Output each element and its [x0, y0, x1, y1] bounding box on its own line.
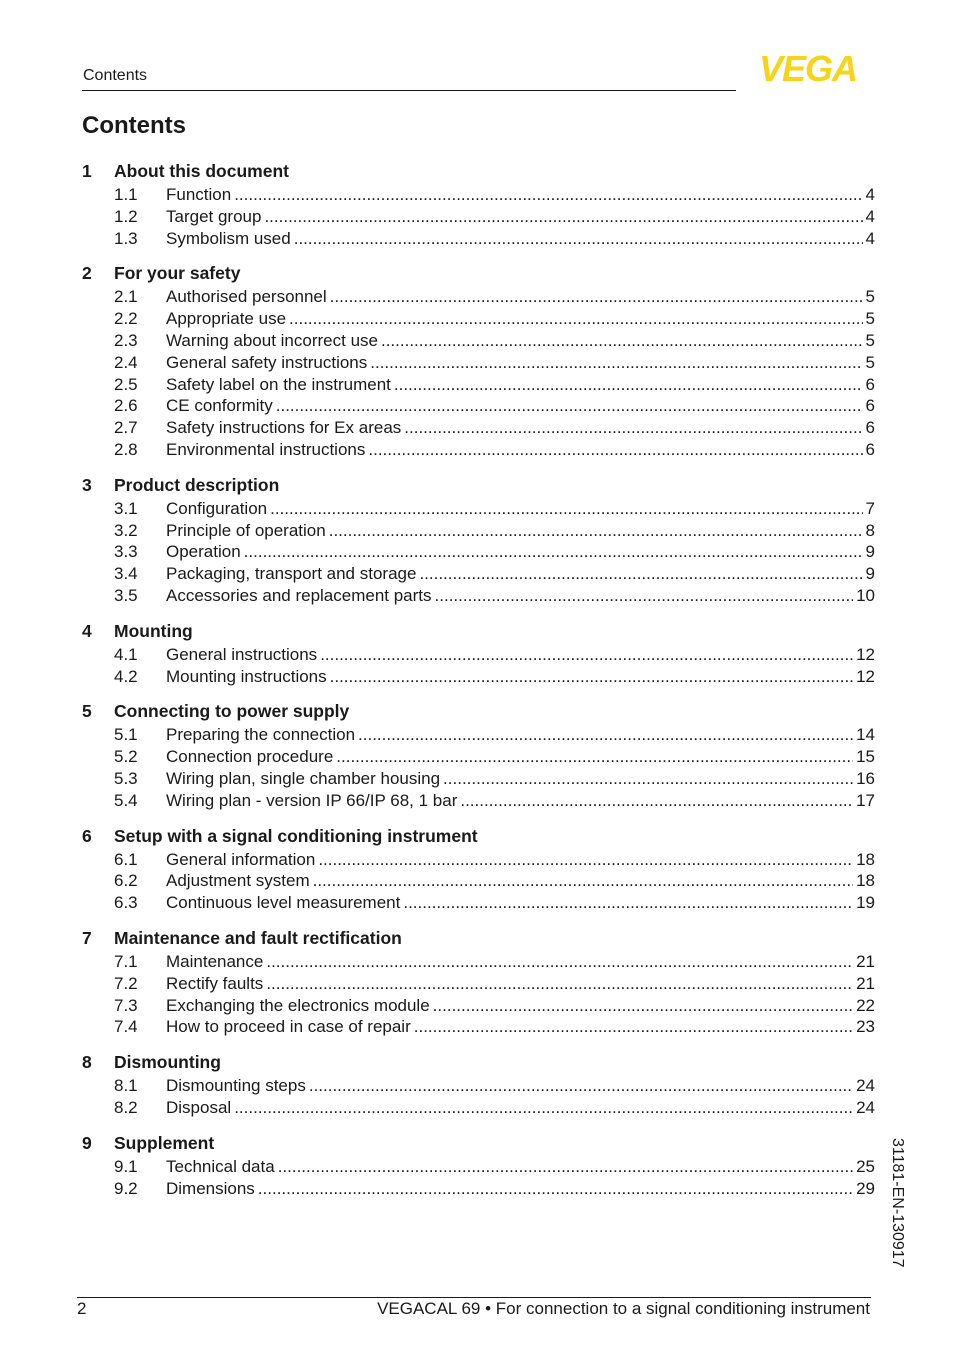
entry-page-number: 23 [856, 1017, 875, 1037]
dot-leader [244, 541, 863, 563]
entry-number: 7.4 [114, 1017, 138, 1037]
entry-page-number: 4 [865, 185, 875, 204]
entry-page-number: 6 [865, 418, 875, 438]
toc-section-heading[interactable] [82, 620, 875, 642]
dot-leader [370, 352, 862, 374]
vega-logo [742, 52, 874, 84]
dot-leader [266, 973, 853, 995]
section-title: Connecting to power supply [114, 701, 350, 722]
entry-number: 2.2 [114, 309, 138, 329]
entry-page-number: 5 [865, 330, 875, 350]
section-title: Setup with a signal conditioning instrument [114, 825, 478, 846]
section-number: 7 [82, 927, 92, 948]
dot-leader [435, 585, 854, 607]
toc-entry[interactable] [82, 892, 875, 914]
section-number: 1 [82, 161, 92, 181]
entry-number: 8.1 [114, 1076, 138, 1096]
entry-page-number: 4 [865, 228, 875, 248]
entry-number: 7.3 [114, 995, 138, 1015]
toc-entry[interactable] [82, 951, 875, 973]
entry-page-number: 6 [865, 374, 875, 394]
entry-title: Function [166, 185, 232, 204]
entry-page-number: 5 [865, 287, 875, 307]
section-number: 8 [82, 1052, 92, 1073]
dot-leader [433, 995, 853, 1017]
entry-title: Principle of operation [166, 520, 326, 540]
entry-number: 8.2 [114, 1097, 138, 1117]
running-header: Contents [83, 67, 148, 84]
toc-section [82, 700, 875, 811]
entry-title: Continuous level measurement [166, 893, 401, 913]
entry-page-number: 5 [865, 309, 875, 329]
entry-page-number: 9 [865, 542, 875, 562]
toc-entry[interactable] [82, 352, 875, 374]
toc-entry[interactable] [82, 1156, 875, 1178]
section-title: About this document [114, 161, 289, 181]
section-number: 5 [82, 701, 92, 722]
entry-title: Environmental instructions [166, 439, 366, 459]
document-code: 31181-EN-130917 [889, 1138, 906, 1268]
toc-entry[interactable] [82, 790, 875, 812]
toc-entry[interactable] [82, 1016, 875, 1038]
entry-title: Symbolism used [166, 228, 291, 248]
entry-title: General information [166, 849, 316, 869]
entry-number: 2.4 [114, 352, 138, 372]
entry-page-number: 10 [856, 585, 875, 605]
entry-number: 1.3 [114, 228, 138, 248]
entry-title: General safety instructions [166, 352, 368, 372]
entry-title: Rectify faults [166, 973, 264, 993]
entry-page-number: 5 [865, 352, 875, 372]
dot-leader [394, 374, 863, 396]
entry-number: 3.3 [114, 542, 138, 562]
toc-entry[interactable] [82, 849, 875, 871]
entry-number: 3.1 [114, 498, 138, 518]
entry-page-number: 22 [856, 995, 875, 1015]
entry-page-number: 21 [856, 951, 875, 971]
entry-page-number: 12 [856, 666, 875, 686]
toc-entry[interactable] [82, 520, 875, 542]
entry-number: 1.1 [114, 185, 138, 204]
entry-number: 3.4 [114, 564, 138, 584]
toc-entry[interactable] [82, 1097, 875, 1119]
entry-number: 6.3 [114, 893, 138, 913]
entry-title: Target group [166, 206, 262, 226]
toc-entry[interactable] [82, 330, 875, 352]
section-number: 9 [82, 1132, 92, 1153]
toc-entry[interactable] [82, 1178, 875, 1200]
dot-leader [309, 1075, 853, 1097]
entry-title: Wiring plan - version IP 66/IP 68, 1 bar [166, 790, 458, 810]
table-of-contents [82, 160, 875, 1212]
entry-page-number: 24 [856, 1076, 875, 1096]
entry-title: Dimensions [166, 1178, 255, 1198]
dot-leader [404, 417, 862, 439]
entry-number: 9.2 [114, 1178, 138, 1198]
entry-number: 2.3 [114, 330, 138, 350]
section-title: Maintenance and fault rectification [114, 927, 402, 948]
entry-title: Configuration [166, 498, 268, 518]
toc-entry[interactable] [82, 585, 875, 607]
entry-title: Adjustment system [166, 871, 310, 891]
entry-number: 2.1 [114, 287, 138, 307]
dot-leader [276, 395, 863, 417]
toc-section-heading[interactable] [82, 474, 875, 496]
entry-page-number: 15 [856, 747, 875, 767]
dot-leader [266, 951, 853, 973]
dot-leader [414, 1016, 853, 1038]
entry-number: 5.2 [114, 747, 138, 767]
entry-title: Warning about incorrect use [166, 330, 378, 350]
entry-page-number: 7 [865, 498, 875, 518]
entry-page-number: 9 [865, 564, 875, 584]
section-title: Mounting [114, 620, 193, 641]
entry-page-number: 25 [856, 1156, 875, 1176]
entry-page-number: 8 [865, 520, 875, 540]
toc-entry[interactable] [82, 228, 875, 250]
entry-page-number: 18 [856, 849, 875, 869]
entry-number: 6.1 [114, 849, 138, 869]
footer-rule [77, 1297, 871, 1298]
toc-section-heading[interactable] [82, 1051, 875, 1073]
entry-title: Packaging, transport and storage [166, 564, 417, 584]
toc-section [82, 262, 875, 460]
entry-number: 7.1 [114, 951, 138, 971]
dot-leader [368, 439, 862, 461]
toc-entry[interactable] [82, 563, 875, 585]
toc-section-heading[interactable] [82, 700, 875, 722]
section-number: 6 [82, 825, 92, 846]
toc-section [82, 1132, 875, 1200]
toc-entry[interactable] [82, 184, 875, 206]
toc-section-heading[interactable] [82, 1132, 875, 1154]
entry-number: 6.2 [114, 871, 138, 891]
toc-section-heading[interactable] [82, 825, 875, 847]
dot-leader [258, 1178, 853, 1200]
entry-title: How to proceed in case of repair [166, 1017, 411, 1037]
toc-entry[interactable] [82, 1075, 875, 1097]
entry-title: Authorised personnel [166, 287, 327, 307]
entry-number: 4.2 [114, 666, 138, 686]
toc-entry[interactable] [82, 439, 875, 461]
entry-page-number: 24 [856, 1097, 875, 1117]
entry-page-number: 21 [856, 973, 875, 993]
entry-title: General instructions [166, 644, 318, 664]
toc-entry[interactable] [82, 870, 875, 892]
entry-page-number: 12 [856, 644, 875, 664]
dot-leader [419, 563, 862, 585]
entry-title: Technical data [166, 1156, 275, 1176]
entry-number: 4.1 [114, 644, 138, 664]
toc-entry[interactable] [82, 541, 875, 563]
dot-leader [313, 870, 853, 892]
entry-title: Dismounting steps [166, 1076, 306, 1096]
entry-title: Preparing the connection [166, 725, 356, 745]
entry-page-number: 18 [856, 871, 875, 891]
dot-leader [460, 790, 853, 812]
toc-entry[interactable] [82, 395, 875, 417]
dot-leader [318, 849, 853, 871]
dot-leader [403, 892, 853, 914]
section-title: Product description [114, 474, 280, 495]
entry-page-number: 16 [856, 768, 875, 788]
footer-document-title: VEGACAL 69 • For connection to a signal conditioning instrument [377, 1299, 870, 1318]
section-number: 4 [82, 620, 92, 641]
section-number: 2 [82, 263, 92, 284]
dot-leader [358, 724, 853, 746]
entry-number: 2.8 [114, 439, 138, 459]
entry-page-number: 6 [865, 396, 875, 416]
dot-leader [329, 520, 863, 542]
section-number: 3 [82, 474, 92, 495]
toc-entry[interactable] [82, 644, 875, 666]
dot-leader [289, 308, 863, 330]
entry-page-number: 4 [865, 206, 875, 226]
entry-title: Mounting instructions [166, 666, 327, 686]
entry-number: 2.7 [114, 418, 138, 438]
section-title: Supplement [114, 1132, 215, 1153]
entry-title: Exchanging the electronics module [166, 995, 430, 1015]
entry-number: 3.2 [114, 520, 138, 540]
entry-page-number: 19 [856, 893, 875, 913]
toc-entry[interactable] [82, 768, 875, 790]
toc-section [82, 927, 875, 1038]
toc-entry[interactable] [82, 746, 875, 768]
toc-entry[interactable] [82, 724, 875, 746]
section-title: For your safety [114, 263, 241, 284]
entry-number: 2.6 [114, 396, 138, 416]
dot-leader [264, 206, 862, 228]
toc-section [82, 825, 875, 914]
dot-leader [443, 768, 853, 790]
toc-section [82, 1051, 875, 1119]
dot-leader [336, 746, 853, 768]
toc-section-heading[interactable] [82, 262, 875, 284]
entry-number: 5.4 [114, 790, 138, 810]
entry-number: 7.2 [114, 973, 138, 993]
toc-entry[interactable] [82, 206, 875, 228]
entry-title: Wiring plan, single chamber housing [166, 768, 441, 788]
toc-section [82, 160, 875, 249]
toc-entry[interactable] [82, 498, 875, 520]
dot-leader [270, 498, 862, 520]
toc-entry[interactable] [82, 666, 875, 688]
dot-leader [320, 644, 853, 666]
entry-title: Accessories and replacement parts [166, 585, 432, 605]
section-title: Dismounting [114, 1052, 221, 1073]
toc-section-heading[interactable] [82, 160, 875, 182]
dot-leader [330, 286, 863, 308]
page-title: Contents [82, 112, 186, 139]
toc-section [82, 474, 875, 607]
entry-number: 1.2 [114, 206, 138, 226]
entry-page-number: 14 [856, 725, 875, 745]
toc-entry[interactable] [82, 374, 875, 396]
toc-entry[interactable] [82, 286, 875, 308]
entry-title: Safety label on the instrument [166, 374, 391, 394]
dot-leader [381, 330, 863, 352]
entry-page-number: 17 [856, 790, 875, 810]
entry-title: Operation [166, 542, 241, 562]
entry-page-number: 29 [856, 1178, 875, 1198]
toc-entry[interactable] [82, 995, 875, 1017]
entry-number: 2.5 [114, 374, 138, 394]
entry-number: 5.1 [114, 725, 138, 745]
entry-title: CE conformity [166, 396, 273, 416]
vega-logo-text: VEGA [758, 52, 858, 84]
entry-number: 3.5 [114, 585, 138, 605]
header-rule [82, 90, 736, 91]
dot-leader [234, 1097, 853, 1119]
entry-title: Maintenance [166, 951, 264, 971]
dot-leader [234, 184, 862, 206]
dot-leader [330, 666, 853, 688]
entry-number: 5.3 [114, 768, 138, 788]
footer-page-number: 2 [77, 1299, 87, 1318]
entry-number: 9.1 [114, 1156, 138, 1176]
entry-title: Safety instructions for Ex areas [166, 418, 402, 438]
entry-title: Appropriate use [166, 309, 287, 329]
dot-leader [294, 228, 863, 250]
toc-entry[interactable] [82, 973, 875, 995]
dot-leader [278, 1156, 853, 1178]
entry-title: Connection procedure [166, 747, 334, 767]
entry-page-number: 6 [865, 439, 875, 459]
toc-section-heading[interactable] [82, 927, 875, 949]
toc-entry[interactable] [82, 417, 875, 439]
toc-entry[interactable] [82, 308, 875, 330]
entry-title: Disposal [166, 1097, 232, 1117]
toc-section [82, 620, 875, 688]
